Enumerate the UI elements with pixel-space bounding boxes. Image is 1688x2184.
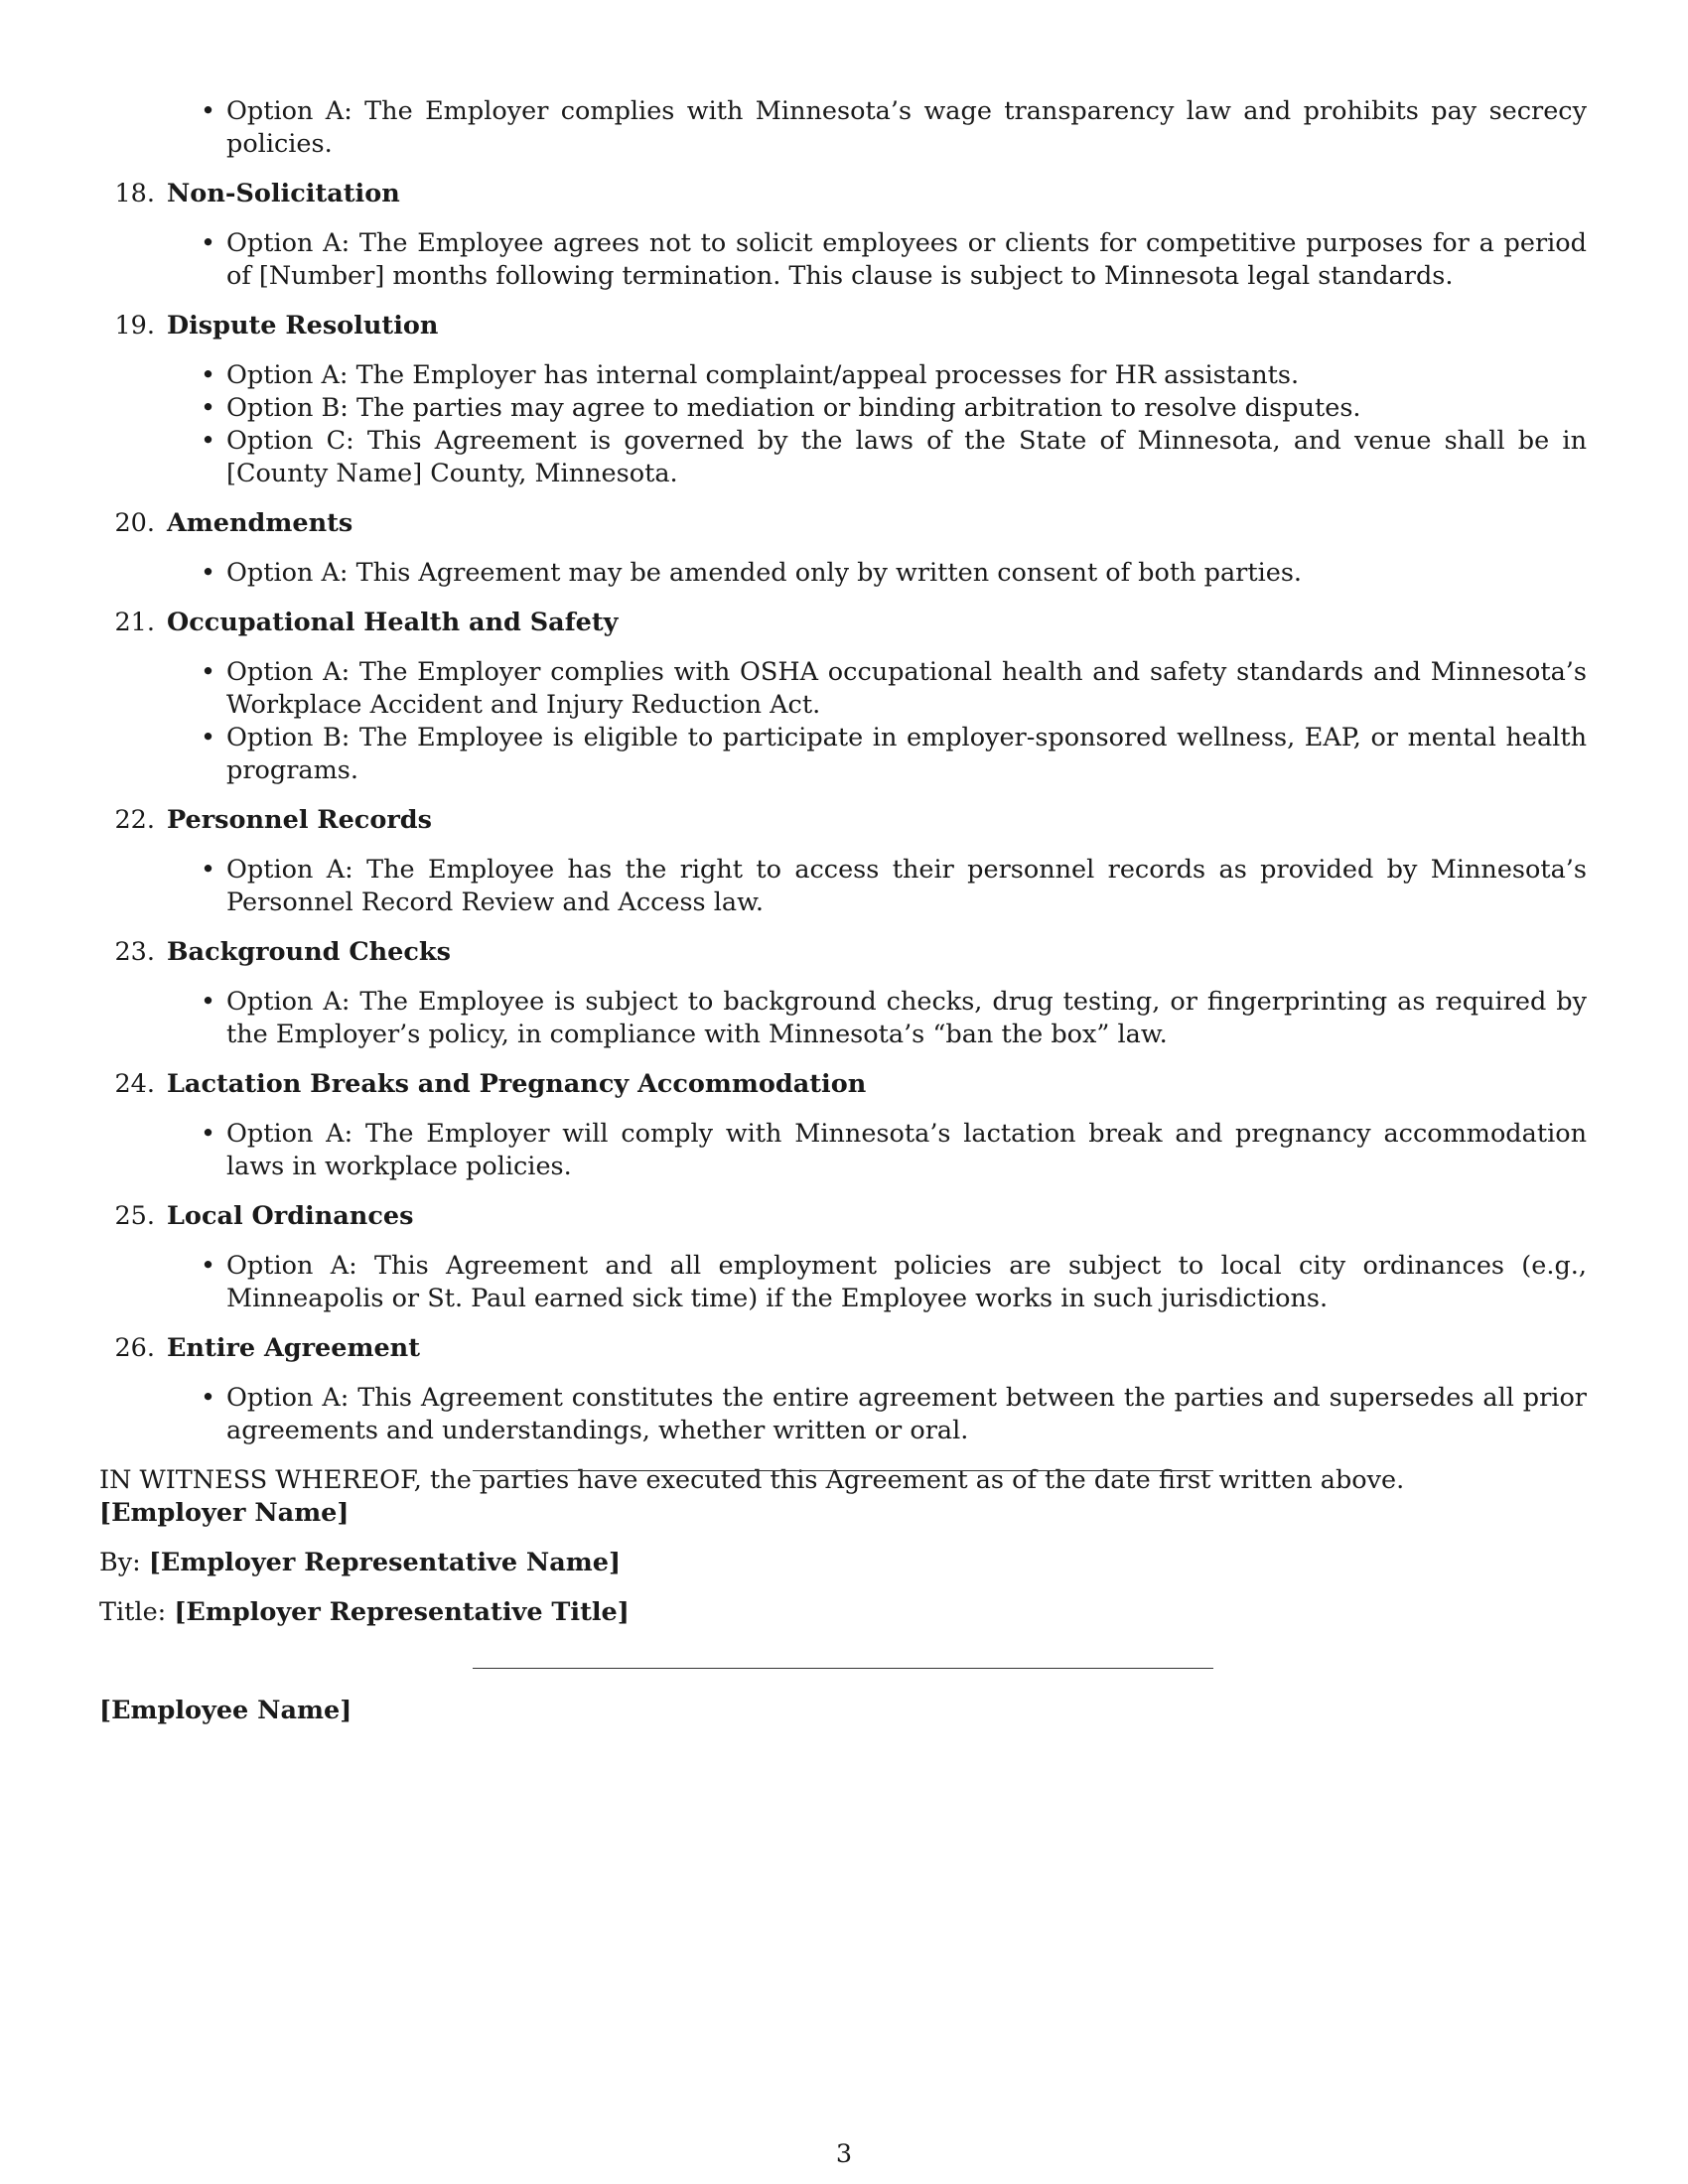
list-item	[99, 95, 1587, 161]
section-heading	[99, 178, 1587, 210]
section-number: 24.	[114, 1069, 155, 1099]
list-item	[99, 359, 1587, 392]
section-bullets	[99, 1382, 1587, 1447]
section-heading	[99, 804, 1587, 837]
section-bullets	[99, 557, 1587, 590]
list-item	[99, 425, 1587, 490]
bullet-text: Option A: The Employer complies with OSHA occupational health and safety standards and Minnesota’s Workplace Accident and Injury Reduction Act.	[226, 657, 1587, 720]
bullet-text: Option B: The parties may agree to mediation or binding arbitration to resolve disputes.	[226, 393, 1361, 423]
bullet-text: Option A: The Employee agrees not to solicit employees or clients for competitive purposes for a period of [Number] months following termination. This clause is subject to Minnesota legal standards.	[226, 228, 1587, 291]
section-bullets	[99, 986, 1587, 1051]
section-title: Local Ordinances	[167, 1201, 414, 1231]
section-bullets	[99, 854, 1587, 919]
employer-by-row	[99, 1547, 1587, 1579]
section-bullets	[99, 227, 1587, 293]
bullet-icon: •	[201, 657, 216, 687]
bullet-icon: •	[201, 987, 216, 1017]
section-number: 19.	[114, 311, 155, 341]
bullet-icon: •	[201, 1251, 216, 1281]
section-number: 21.	[114, 608, 155, 637]
employee-signature-block	[99, 1668, 1587, 1727]
bullet-text: Option A: The Employer has internal complaint/appeal processes for HR assistants.	[226, 360, 1300, 390]
section-heading	[99, 507, 1587, 540]
list-item	[99, 656, 1587, 722]
employer-representative-name: [Employer Representative Name]	[148, 1548, 622, 1577]
section-heading	[99, 1068, 1587, 1101]
bullet-icon: •	[201, 723, 216, 752]
list-item	[99, 1250, 1587, 1315]
section-bullets	[99, 1118, 1587, 1183]
employer-title-row	[99, 1596, 1587, 1629]
bullet-icon: •	[201, 360, 216, 390]
intro-bullet-text: Option A: The Employer complies with Minnesota’s wage transparency law and prohibits pay secrecy policies.	[226, 96, 1587, 159]
bullet-icon: •	[201, 1119, 216, 1149]
list-item	[99, 986, 1587, 1051]
bullet-text: Option A: The Employee has the right to access their personnel records as provided by Minnesota’s Personnel Record Review and Access law.	[226, 855, 1587, 917]
section-title: Dispute Resolution	[167, 311, 439, 341]
section-heading	[99, 1332, 1587, 1365]
list-item	[99, 1118, 1587, 1183]
bullet-text: Option B: The Employee is eligible to participate in employer-sponsored wellness, EAP, or mental health programs.	[226, 723, 1587, 785]
list-item	[99, 392, 1587, 425]
employer-representative-title: [Employer Representative Title]	[174, 1597, 630, 1627]
section-title: Entire Agreement	[167, 1333, 420, 1363]
list-item	[99, 227, 1587, 293]
section-heading	[99, 936, 1587, 969]
witness-statement: IN WITNESS WHEREOF, the parties have executed this Agreement as of the date first written above.	[99, 1465, 1405, 1495]
bullet-text: Option A: This Agreement may be amended only by written consent of both parties.	[226, 558, 1303, 588]
section-number: 22.	[114, 805, 155, 835]
sections-list	[99, 178, 1587, 1447]
list-item	[99, 557, 1587, 590]
bullet-text: Option A: The Employee is subject to background checks, drug testing, or fingerprinting as required by the Employer’s policy, in compliance with Minnesota’s “ban the box” law.	[226, 987, 1587, 1049]
section-heading	[99, 1200, 1587, 1233]
section-title: Lactation Breaks and Pregnancy Accommodation	[167, 1069, 867, 1099]
bullet-icon: •	[201, 1383, 216, 1413]
section-bullets	[99, 656, 1587, 787]
bullet-icon: •	[201, 393, 216, 423]
section-bullets	[99, 1250, 1587, 1315]
bullet-text: Option A: The Employer will comply with Minnesota’s lactation break and pregnancy accommodation laws in workplace policies.	[226, 1119, 1587, 1181]
section-title: Non-Solicitation	[167, 179, 400, 208]
section-heading	[99, 310, 1587, 342]
section-number: 20.	[114, 508, 155, 538]
document-body	[99, 95, 1587, 1497]
bullet-text: Option A: This Agreement and all employment policies are subject to local city ordinances (e.g., Minneapolis or St. Paul earned sick time) if the Employee works in such jurisdictions.	[226, 1251, 1587, 1313]
bullet-icon: •	[201, 558, 216, 588]
bullet-icon: •	[201, 855, 216, 885]
bullet-icon: •	[201, 96, 216, 126]
section-number: 25.	[114, 1201, 155, 1231]
section-title: Amendments	[167, 508, 353, 538]
employee-name: [Employee Name]	[99, 1696, 352, 1725]
list-item	[99, 722, 1587, 787]
section-bullets	[99, 359, 1587, 490]
employer-name: [Employer Name]	[99, 1498, 350, 1528]
by-label: By:	[99, 1548, 141, 1577]
list-item	[99, 854, 1587, 919]
section-heading	[99, 607, 1587, 639]
bullet-icon: •	[201, 426, 216, 456]
bullet-text: Option C: This Agreement is governed by the laws of the State of Minnesota, and venue shall be in [County Name] County, Minnesota.	[226, 426, 1587, 488]
employer-signature-block	[99, 1470, 1587, 1629]
bullet-text: Option A: This Agreement constitutes the entire agreement between the parties and supersedes all prior agreements and understandings, whether written or oral.	[226, 1383, 1587, 1445]
bullet-icon: •	[201, 228, 216, 258]
title-label: Title:	[99, 1597, 167, 1627]
list-item	[99, 1382, 1587, 1447]
section-number: 26.	[114, 1333, 155, 1363]
section-number: 18.	[114, 179, 155, 208]
section-title: Background Checks	[167, 937, 451, 967]
page-number: 3	[835, 2139, 853, 2169]
section-number: 23.	[114, 937, 155, 967]
section-title: Personnel Records	[167, 805, 432, 835]
section-title: Occupational Health and Safety	[167, 608, 619, 637]
